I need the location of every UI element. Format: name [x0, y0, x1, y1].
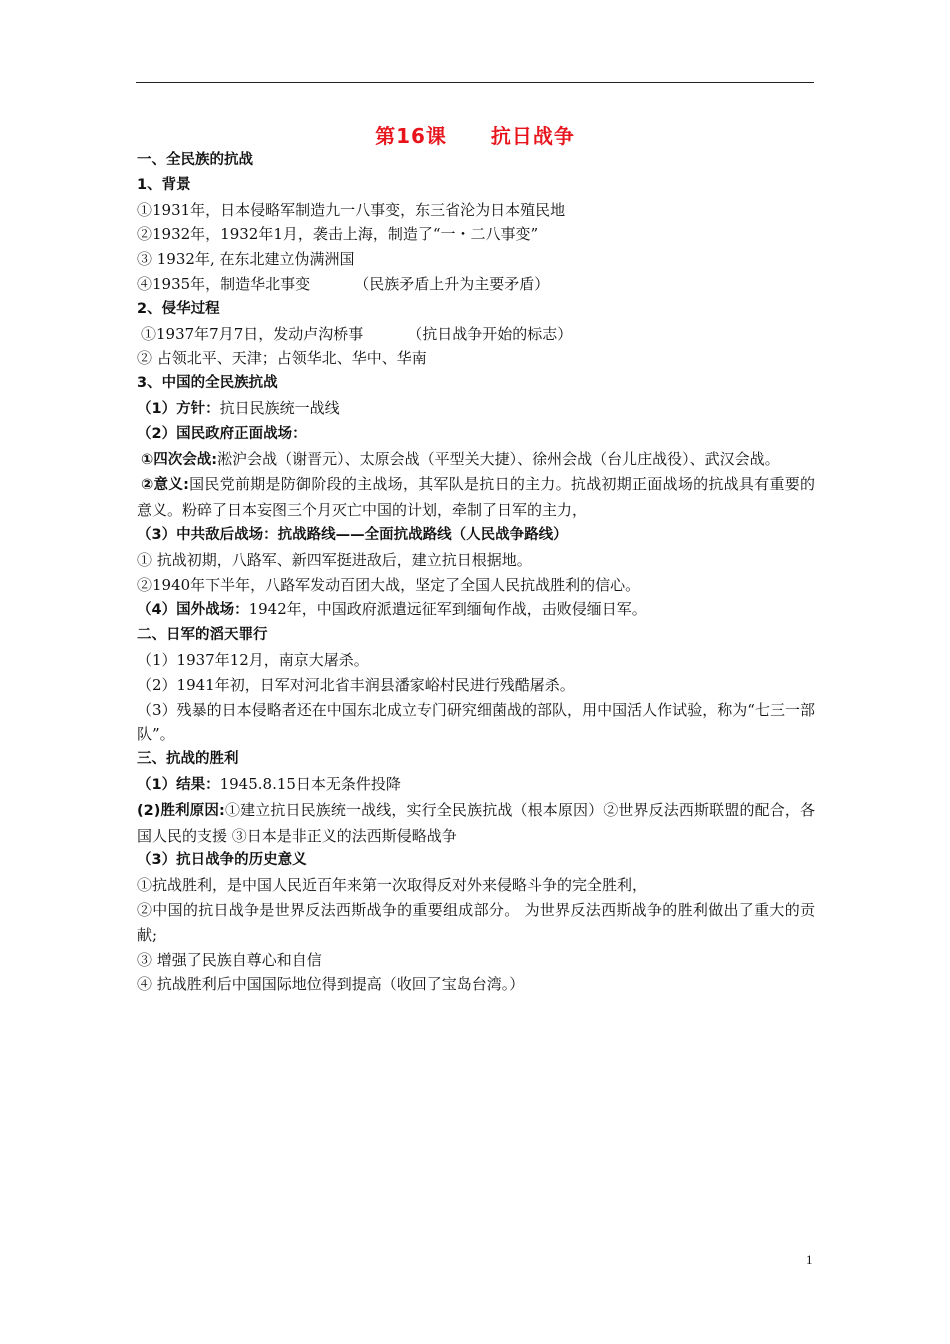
point-text: 国民党前期是防御阶段的主战场，其军队是抗日的主力。抗战初期正面战场的抗战具有重要的意义。粉碎了日本妄图三个月灭亡中国的计划，牵制了日军的主力，: [137, 475, 815, 520]
text-line: ②1940年下半年，八路军发动百团大战，坚定了全国人民抗战胜利的信心。: [137, 575, 641, 594]
point-label: (2)胜利原因:: [137, 802, 225, 819]
section-heading: 二、日军的滔天罪行: [137, 627, 268, 644]
text-note: （抗日战争开始的标志）: [407, 324, 573, 343]
text-paragraph: [137, 447, 815, 473]
section-heading: 三、抗战的胜利: [137, 751, 239, 768]
point-text: 1942年，中国政府派遣远征军到缅甸作战，击败侵缅日军。: [248, 600, 647, 619]
text-line: ③ 1932年, 在东北建立伪满洲国: [137, 250, 355, 269]
text-line: [137, 322, 815, 347]
text-line: ① 抗战初期，八路军、新四军挺进敌后，建立抗日根据地。: [137, 550, 532, 569]
point-text: 淞沪会战（谢晋元）、太原会战（平型关大捷）、徐州会战（台儿庄战役）、武汉会战。: [217, 449, 780, 468]
subsection-heading: 3、中国的全民族抗战: [137, 375, 278, 392]
text-line: ①抗战胜利，是中国人民近百年来第一次取得反对外来侵略斗争的完全胜利，: [137, 876, 648, 895]
text-line: （1）1937年12月，南京大屠杀。: [137, 650, 369, 669]
text-paragraph: [137, 472, 815, 523]
subsection-heading: 1、背景: [137, 176, 191, 193]
text-line: ② 占领北平、天津；占领华北、华中、华南: [137, 349, 427, 368]
text-line: ②1932年，1932年1月，袭击上海，制造了“一・二八事变”: [137, 225, 539, 244]
point-text: ①建立抗日民族统一战线，实行全民族抗战（根本原因）②世界反法西斯联盟的配合，各国人民的支援 ③日本是非正义的法西斯侵略战争: [137, 800, 815, 845]
point-heading: （3）抗日战争的历史意义: [137, 852, 307, 869]
text-line: ③ 增强了民族自尊心和自信: [137, 950, 322, 969]
section-heading: 一、全民族的抗战: [137, 152, 253, 168]
lesson-topic: 抗日战争: [490, 124, 575, 148]
text-paragraph: [137, 798, 815, 849]
text-paragraph: （3）残暴的日本侵略者还在中国东北成立专门研究细菌战的部队，用中国活人作试验，称为“七三一部队”。: [137, 700, 815, 744]
point-text: 1945.8.15日本无条件投降: [219, 774, 401, 793]
header-rule: [136, 82, 814, 83]
text-line: ①1931年，日本侵略军制造九一八事变，东三省沦为日本殖民地: [137, 200, 566, 219]
point-label: （4）国外战场：: [137, 602, 249, 619]
page-title: [136, 120, 814, 149]
document-body: [137, 148, 815, 997]
text-fragment: ④1935年，制造华北事变: [137, 274, 311, 293]
text-fragment: ①1937年7月7日，发动卢沟桥事: [141, 324, 364, 343]
point-label: ②意义:: [141, 477, 189, 494]
text-note: （民族矛盾上升为主要矛盾）: [354, 274, 550, 293]
point-label: （1）结果：: [137, 776, 220, 793]
text-line: [137, 272, 815, 297]
point-heading: （3）中共敌后战场：抗战路线——全面抗战路线（人民战争路线）: [137, 526, 568, 543]
text-line: [137, 772, 815, 798]
page-number: 1: [806, 1252, 813, 1267]
text-line: ④ 抗战胜利后中国国际地位得到提高（收回了宝岛台湾。）: [137, 975, 525, 994]
point-text: 抗日民族统一战线: [219, 398, 340, 417]
lesson-number: 第16课: [375, 124, 447, 148]
text-line: [137, 597, 815, 623]
subsection-heading: 2、侵华过程: [137, 300, 220, 317]
point-label: ①四次会战:: [141, 451, 218, 468]
point-label: （1）方针：: [137, 400, 220, 417]
point-heading: （2）国民政府正面战场：: [137, 425, 307, 442]
text-line: [137, 396, 815, 422]
text-paragraph: ②中国的抗日战争是世界反法西斯战争的重要组成部分。 为世界反法西斯战争的胜利做出了重大的贡献;: [137, 900, 815, 944]
text-line: （2）1941年初，日军对河北省丰润县潘家峪村民进行残酷屠杀。: [137, 675, 575, 694]
